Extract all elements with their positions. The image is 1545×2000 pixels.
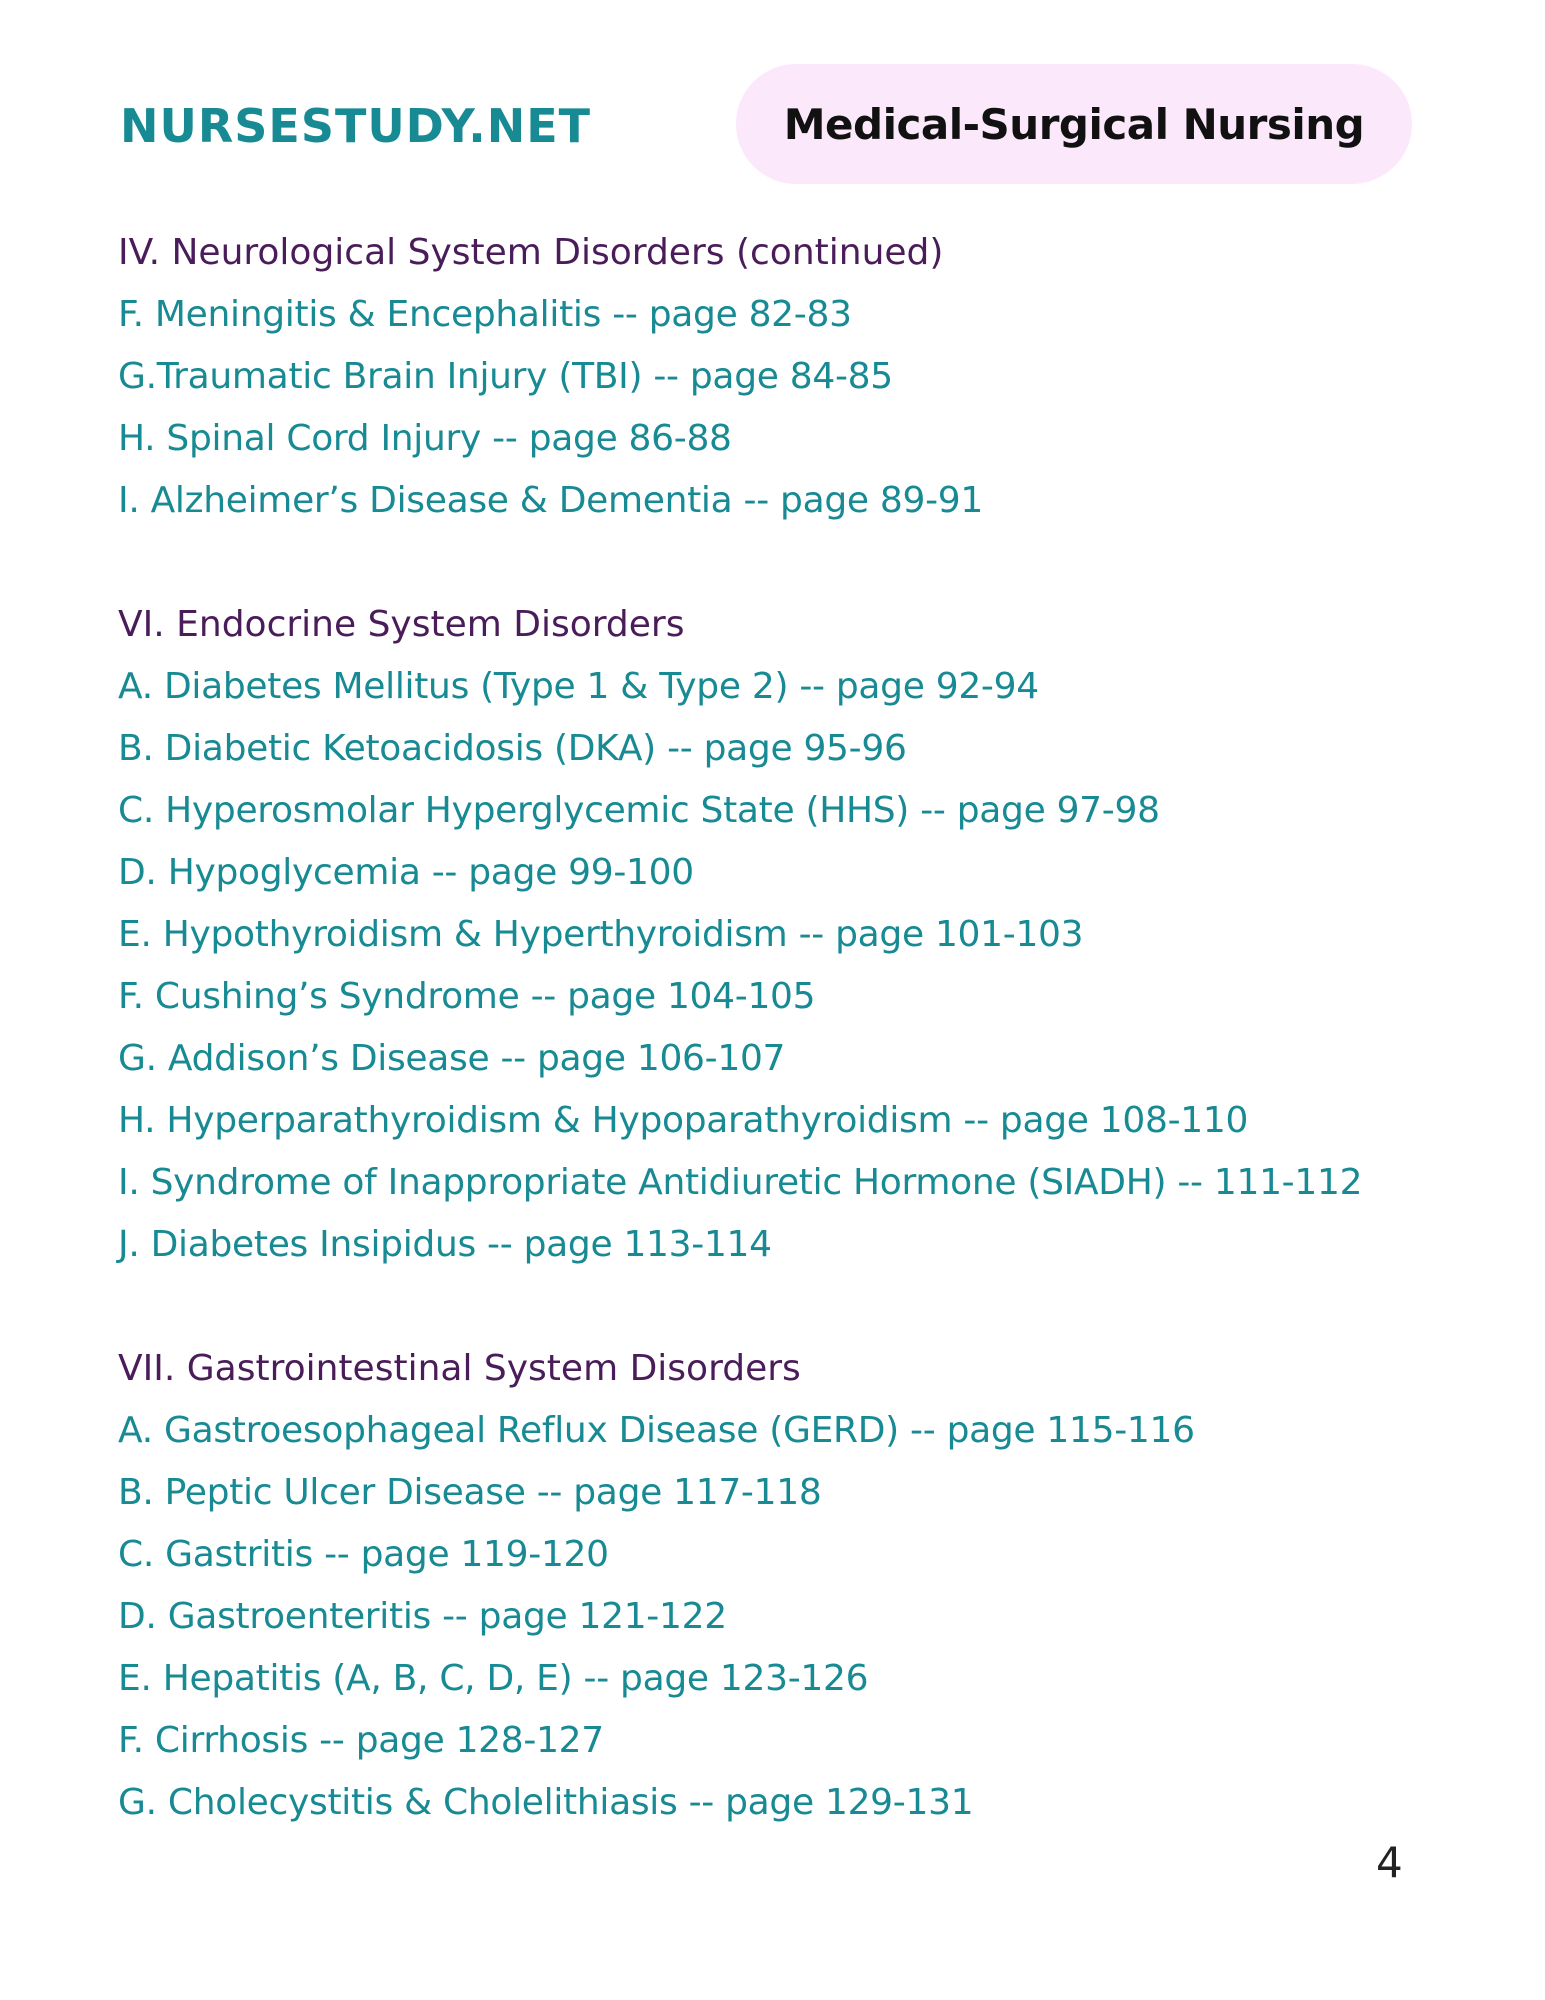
toc-entry: H. Hyperparathyroidism & Hypoparathyroidism -- page 108-110 [118, 1100, 1249, 1141]
toc-entry: B. Diabetic Ketoacidosis (DKA) -- page 95-96 [118, 728, 907, 769]
toc-entry: H. Spinal Cord Injury -- page 86-88 [118, 418, 732, 459]
section-heading: VII. Gastrointestinal System Disorders [118, 1348, 801, 1389]
toc-entry: G. Cholecystitis & Cholelithiasis -- page 129-131 [118, 1782, 974, 1823]
toc-section-gastrointestinal [118, 1338, 1418, 1834]
subject-badge [736, 64, 1412, 184]
toc-entry: D. Gastroenteritis -- page 121-122 [118, 1596, 727, 1637]
toc-entry: F. Meningitis & Encephalitis -- page 82-83 [118, 294, 852, 335]
toc-entry: I. Syndrome of Inappropriate Antidiuretic Hormone (SIADH) -- 111-112 [118, 1162, 1363, 1203]
toc-entry: G. Addison’s Disease -- page 106-107 [118, 1038, 786, 1079]
toc-section-neurological [118, 222, 1418, 532]
section-heading: VI. Endocrine System Disorders [118, 604, 685, 645]
toc-entry: E. Hepatitis (A, B, C, D, E) -- page 123-126 [118, 1658, 869, 1699]
toc-entry: C. Gastritis -- page 119-120 [118, 1534, 609, 1575]
page-number: 4 [1376, 1838, 1403, 1887]
toc-entry: D. Hypoglycemia -- page 99-100 [118, 852, 694, 893]
brand-title: NURSESTUDY.NET [120, 99, 591, 153]
toc-entry: A. Gastroesophageal Reflux Disease (GERD) -- page 115-116 [118, 1410, 1195, 1451]
toc-entry: C. Hyperosmolar Hyperglycemic State (HHS) -- page 97-98 [118, 790, 1160, 831]
toc-entry: B. Peptic Ulcer Disease -- page 117-118 [118, 1472, 822, 1513]
toc-entry: E. Hypothyroidism & Hyperthyroidism -- page 101-103 [118, 914, 1084, 955]
toc-entry: F. Cushing’s Syndrome -- page 104-105 [118, 976, 816, 1017]
toc-entry: G.Traumatic Brain Injury (TBI) -- page 84-85 [118, 356, 893, 397]
subject-label: Medical-Surgical Nursing [783, 99, 1365, 149]
toc-entry: F. Cirrhosis -- page 128-127 [118, 1720, 604, 1761]
toc-entry: I. Alzheimer’s Disease & Dementia -- page 89-91 [118, 480, 984, 521]
toc-section-endocrine [118, 594, 1418, 1276]
toc-entry: A. Diabetes Mellitus (Type 1 & Type 2) -- page 92-94 [118, 666, 1039, 707]
section-heading: IV. Neurological System Disorders (continued) [118, 232, 944, 273]
table-of-contents [118, 222, 1418, 1834]
toc-entry: J. Diabetes Insipidus -- page 113-114 [118, 1224, 772, 1265]
